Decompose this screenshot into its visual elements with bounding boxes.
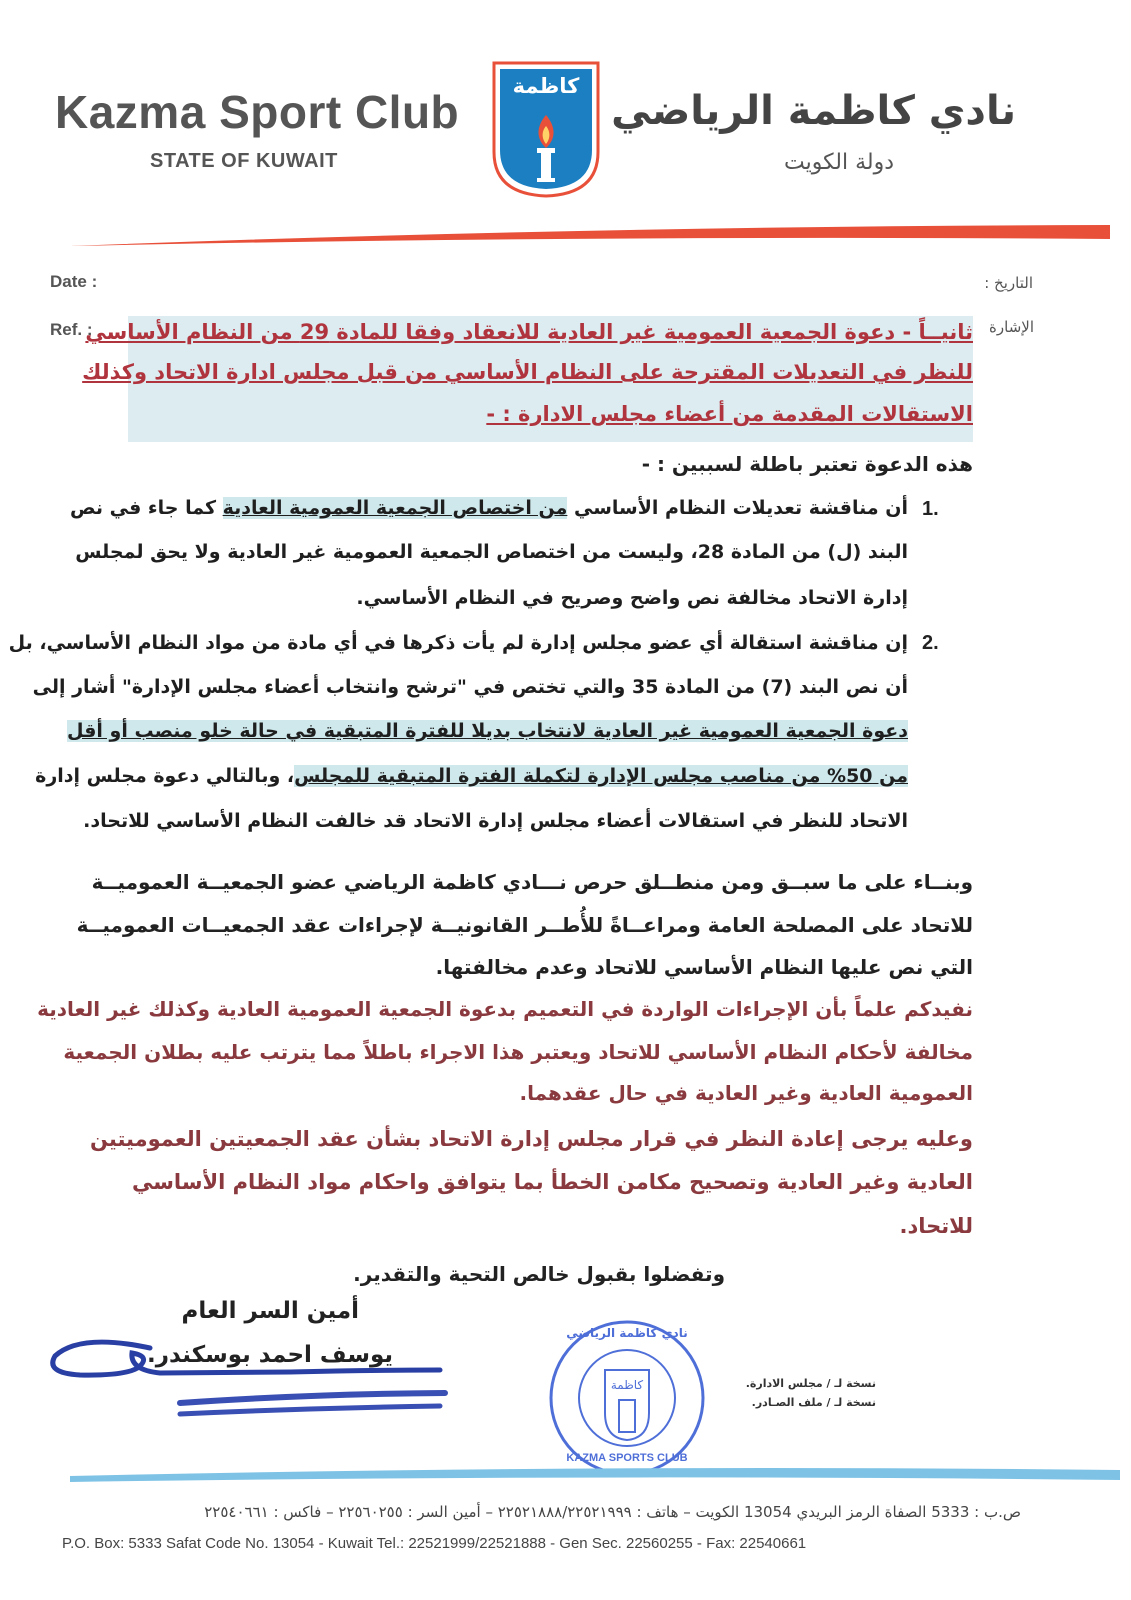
copy-to-board: نسخة لـ / مجلس الادارة. (745, 1377, 876, 1390)
lead-sentence: هذه الدعوة تعتبر باطلة لسببين : - (641, 452, 973, 476)
signature-title: أمين السر العام (181, 1298, 359, 1324)
para-2-line-3: العمومية العادية وغير العادية في حال عقدهما. (519, 1081, 973, 1105)
signature-name: يوسف احمد بوسكندر. (147, 1342, 393, 1368)
item-2-line-1: إن مناقشة استقالة أي عضو مجلس إدارة لم يأت ذكرها في أي مادة من مواد النظام الأساسي، بل (8, 632, 908, 654)
signature-scribble-icon (40, 1318, 460, 1428)
subject-line-1: ثانيــاً - دعوة الجمعية العمومية غير العادية للانعقاد وفقا للمادة 29 من النظام الأساسي (85, 320, 973, 344)
para-1-line-1: وبنــاء على ما سبــق ومن منطــلق حرص نـــادي كاظمة الرياضي عضو الجمعيــة العموميــة (91, 870, 973, 894)
item-2-line-3 (66, 720, 908, 742)
stamp-arabic-text: نادي كاظمة الرياضي (566, 1326, 688, 1340)
date-label: Date : (50, 272, 98, 291)
stamp-center-text: كاظمة (610, 1378, 644, 1392)
copy-to-outgoing: نسخة لـ / ملف الصـادر. (751, 1396, 876, 1409)
footer-english: P.O. Box: 5333 Safat Code No. 13054 - Kuwait Tel.: 22521999/22521888 - Gen Sec. 22560255 - Fax: 22540661 (62, 1535, 807, 1552)
item-2-line-2: أن نص البند (7) من المادة 35 والتي تختص في "ترشح وانتخاب أعضاء مجلس الإدارة" أشار إلى (32, 676, 908, 698)
club-stamp (547, 1318, 707, 1478)
club-logo (491, 60, 601, 198)
date-label-arabic: التاريخ : (984, 274, 1033, 292)
ref-label-arabic: الإشارة (989, 318, 1034, 336)
club-name-english: Kazma Sport Club (55, 86, 460, 138)
para-3-line-2: العادية وغير العادية وتصحيح مكامن الخطأ بما يتوافق واحكام مواد النظام الأساسي (132, 1170, 973, 1194)
footer-divider (70, 1462, 1120, 1486)
item-1-line-2: البند (ل) من المادة 28، وليست من اختصاص الجمعية العمومية غير العادية ولا يحق لمجلس (75, 541, 908, 563)
stamp-english-text: KAZMA SPORTS CLUB (566, 1452, 688, 1464)
country-english: STATE OF KUWAIT (150, 150, 338, 172)
header-divider (70, 220, 1110, 250)
footer-arabic: ص.ب : 5333 الصفاة الرمز البريدي 13054 الكويت – هاتف : ٢٢٥٢١٨٨٨/٢٢٥٢١٩٩٩ – أمين السر : ٢٢٥٦٠٢٥٥ – فاكس : ٢٢٥٤٠٦٦١ (204, 1503, 1021, 1521)
item-1-text-a: أن مناقشة تعديلات النظام الأساسي (567, 497, 908, 519)
item-2-line-5: الاتحاد للنظر في استقالات أعضاء مجلس إدارة الاتحاد قد خالفت النظام الأساسي للاتحاد. (83, 810, 908, 832)
item-1-highlight: من اختصاص الجمعية العمومية العادية (222, 497, 568, 519)
para-2-line-2: مخالفة لأحكام النظام الأساسي للاتحاد ويعتبر هذا الاجراء باطلاً مما يترتب عليه بطلان الجمعية (63, 1040, 973, 1064)
para-2-line-1: نفيدكم علماً بأن الإجراءات الواردة في التعميم بدعوة الجمعية العمومية العادية وكذلك غير العادية (37, 997, 973, 1021)
subject-line-2: للنظر في التعديلات المقترحة على النظام الأساسي من قبل مجلس ادارة الاتحاد وكذلك (82, 360, 973, 384)
para-1-line-2: للاتحاد على المصلحة العامة ومراعــاةً للأُطــر القانونيــة لإجراءات عقد الجمعيــات العموميــة (76, 913, 973, 937)
logo-text: كاظمة (512, 74, 580, 98)
item-1-text-b: كما جاء في نص (69, 497, 223, 519)
country-arabic: دولة الكويت (784, 150, 894, 175)
closing-line: وتفضلوا بقبول خالص التحية والتقدير. (353, 1262, 725, 1286)
ref-label: Ref. : (50, 320, 93, 339)
item-1-line-1 (69, 497, 908, 519)
item-1-line-3: إدارة الاتحاد مخالفة نص واضح وصريح في النظام الأساسي. (356, 587, 908, 609)
subject-line-3: الاستقالات المقدمة من أعضاء مجلس الادارة : - (486, 402, 973, 426)
para-3-line-1: وعليه يرجى إعادة النظر في قرار مجلس إدارة الاتحاد بشأن عقد الجمعيتين العموميتين (89, 1127, 973, 1151)
item-2-highlight-a: دعوة الجمعية العمومية غير العادية لانتخاب بديلا للفترة المتبقية في حالة خلو منصب أو أقل (66, 720, 908, 742)
para-3-line-3: للاتحاد. (899, 1214, 973, 1238)
item-1-number: 1. (922, 498, 939, 520)
item-2-line-4 (35, 765, 908, 787)
club-name-arabic: نادي كاظمة الرياضي (611, 88, 1016, 134)
para-1-line-3: التي نص عليها النظام الأساسي للاتحاد وعدم مخالفتها. (435, 955, 973, 979)
item-2-number: 2. (922, 632, 939, 654)
item-2-highlight-b: من 50% من مناصب مجلس الإدارة لتكملة الفترة المتبقية للمجلس (294, 765, 908, 787)
item-2-text: ، وبالتالي دعوة مجلس إدارة (35, 765, 295, 787)
